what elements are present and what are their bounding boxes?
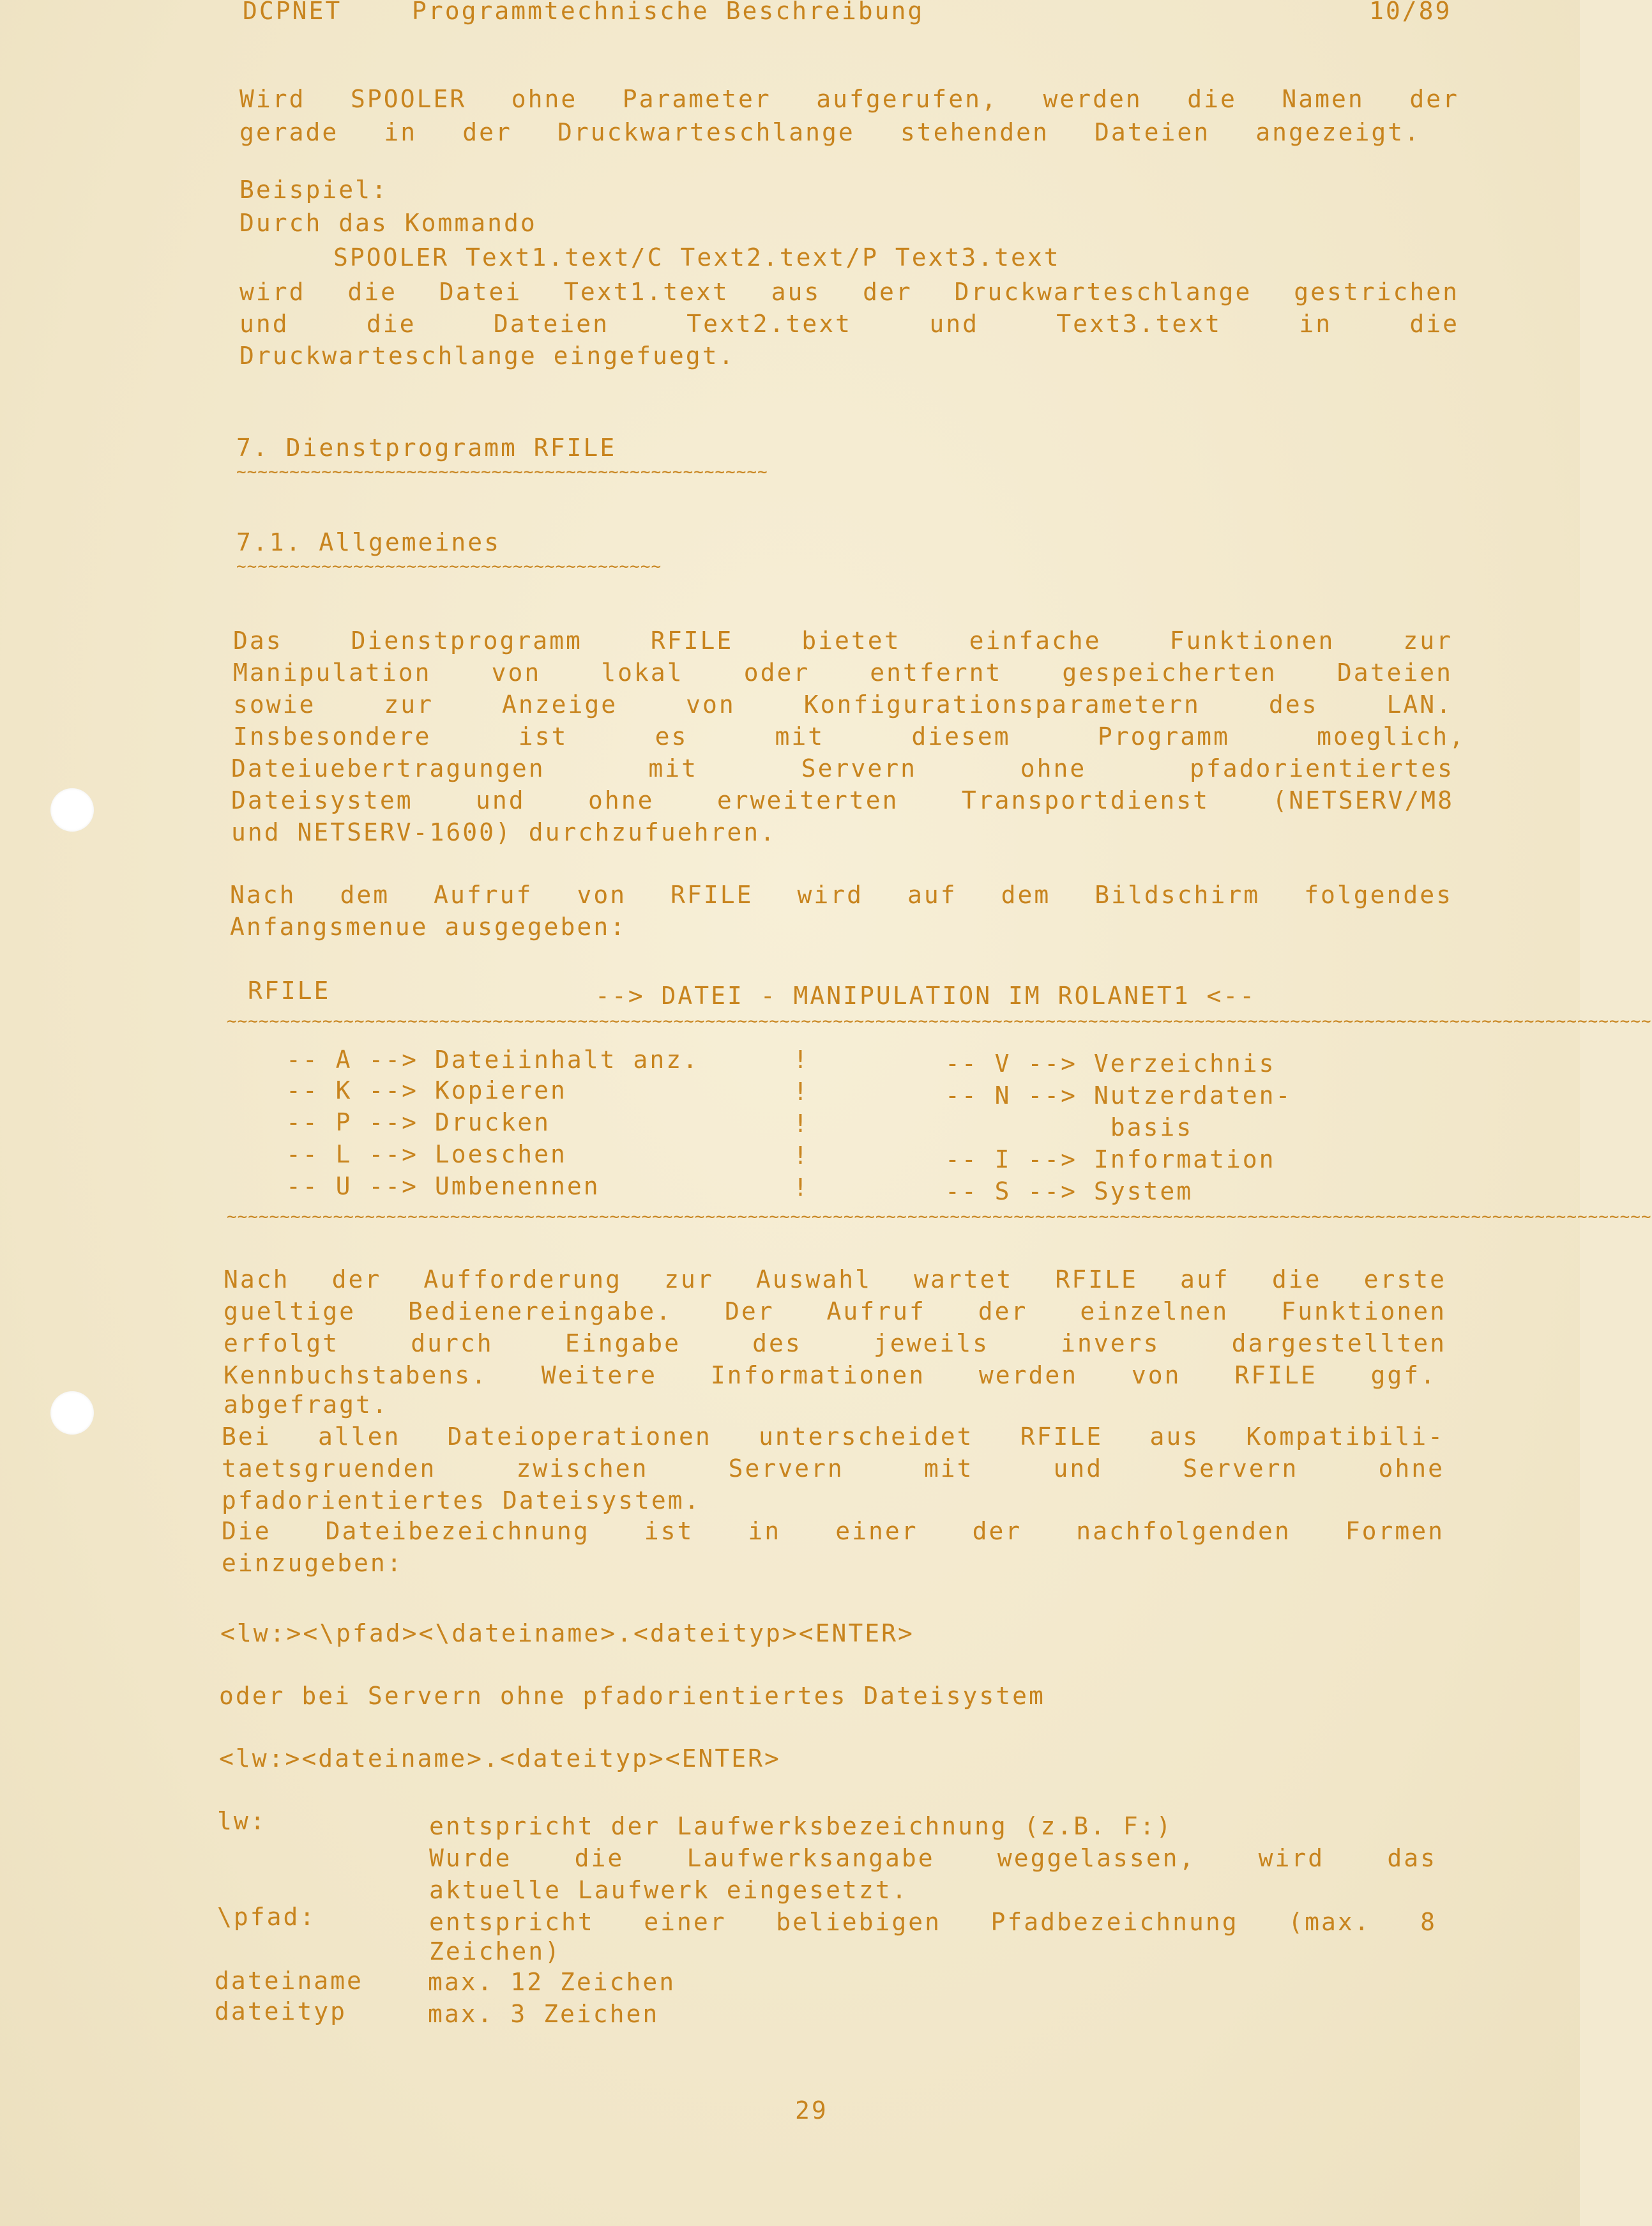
menu-title-left: RFILE: [248, 977, 331, 1005]
para2-line-2: Anfangsmenue ausgegeben:: [230, 913, 627, 941]
para3-line-7: taetsgruenden zwischen Servern mit und Servern ohne: [222, 1454, 1444, 1483]
menu-item-p: -- P --> Drucken: [286, 1108, 551, 1136]
def-term-pfad: \pfad:: [217, 1903, 317, 1931]
example-command: SPOOLER Text1.text/C Text2.text/P Text3.text: [333, 243, 1061, 271]
header-date: 10/89: [1369, 0, 1452, 25]
para3-line-6: Bei allen Dateioperationen unterscheidet RFILE aus Kompatibili-: [222, 1422, 1444, 1451]
header-left: DCPNET: [243, 0, 342, 25]
def-term-dateiname: dateiname: [215, 1967, 363, 1995]
para1-line-5: Dateiuebertragungen mit Servern ohne pfadorientiertes: [231, 754, 1454, 782]
para2-line-1: Nach dem Aufruf von RFILE wird auf dem Bildschirm folgendes: [230, 881, 1453, 909]
menu-rule-bottom: ~~~~~~~~~~~~~~~~~~~~~~~~~~~~~~~~~~~~~~~~~~~~~~~~~~~~~~~~~~~~~~~~~~~~~~~~~~~~~~~~~~~~~~~~~~~~~~~~~~~~~~~~~~~~~~~~~~~~~~~~~~~~~~~~~~~~~~: [227, 1207, 1652, 1226]
menu-item-v: -- V --> Verzeichnis: [945, 1049, 1276, 1078]
def-term-dateityp: dateityp: [215, 1997, 347, 2025]
def-pfad-line-2: Zeichen): [429, 1937, 562, 1965]
menu-item-l: -- L --> Loeschen: [286, 1140, 567, 1168]
menu-item-s: -- S --> System: [945, 1177, 1194, 1205]
para1-line-6: Dateisystem und ohne erweiterten Transportdienst (NETSERV/M8: [231, 786, 1454, 814]
menu-item-k: -- K --> Kopieren: [286, 1076, 567, 1104]
menu-title-right: --> DATEI - MANIPULATION IM ROLANET1 <--: [595, 982, 1257, 1010]
menu-item-i: -- I --> Information: [945, 1145, 1276, 1173]
menu-separator: !: [793, 1173, 810, 1201]
menu-separator: !: [793, 1109, 810, 1138]
punch-hole-bottom: [50, 1391, 94, 1435]
punch-hole-top: [50, 788, 94, 832]
para1-line-1: Das Dienstprogramm RFILE bietet einfache Funktionen zur: [233, 627, 1453, 655]
section-7-1-underline: ~~~~~~~~~~~~~~~~~~~~~~~~~~~~~~~~~~~~~~~~: [236, 557, 662, 576]
format-no-path: <lw:><dateiname>.<dateityp><ENTER>: [219, 1744, 781, 1772]
section-7-underline: ~~~~~~~~~~~~~~~~~~~~~~~~~~~~~~~~~~~~~~~~~~~~~~~~~~: [236, 462, 768, 482]
def-pfad-line-1: entspricht einer beliebigen Pfadbezeichnung (max. 8: [429, 1908, 1437, 1936]
para1-line-3: sowie zur Anzeige von Konfigurationsparametern des LAN.: [233, 690, 1453, 719]
menu-separator: !: [793, 1046, 810, 1074]
intro-line-1: Wird SPOOLER ohne Parameter aufgerufen, werden die Namen der: [239, 85, 1459, 113]
format-path: <lw:><\pfad><\dateiname>.<dateityp><ENTER>: [220, 1619, 914, 1647]
menu-separator: !: [793, 1078, 810, 1106]
menu-separator: !: [793, 1141, 810, 1170]
para1-line-7: und NETSERV-1600) durchzufuehren.: [231, 818, 777, 846]
example-line-3: wird die Datei Text1.text aus der Druckwarteschlange gestrichen: [239, 278, 1459, 306]
header-title: Programmtechnische Beschreibung: [412, 0, 925, 25]
format-or: oder bei Servern ohne pfadorientiertes Dateisystem: [219, 1682, 1045, 1710]
def-dateiname-line-1: max. 12 Zeichen: [428, 1968, 676, 1996]
def-lw-line-3: aktuelle Laufwerk eingesetzt.: [429, 1876, 909, 1904]
def-term-lw: lw:: [217, 1807, 267, 1835]
menu-item-u: -- U --> Umbenennen: [286, 1172, 600, 1200]
para3-line-4: Kennbuchstabens. Weitere Informationen werden von RFILE ggf.: [224, 1361, 1437, 1389]
def-lw-line-1: entspricht der Laufwerksbezeichnung (z.B. F:): [429, 1812, 1173, 1840]
para3-line-3: erfolgt durch Eingabe des jeweils invers dargestellten: [224, 1329, 1446, 1357]
section-7-title: 7. Dienstprogramm RFILE: [236, 434, 617, 462]
example-line-1: Durch das Kommando: [239, 209, 537, 237]
def-dateityp-line-1: max. 3 Zeichen: [428, 2000, 660, 2028]
example-line-5: Druckwarteschlange eingefuegt.: [239, 342, 736, 370]
menu-item-n: -- N --> Nutzerdaten-: [945, 1081, 1292, 1109]
intro-line-2: gerade in der Druckwarteschlange stehenden Dateien angezeigt.: [239, 118, 1421, 146]
menu-item-a: -- A --> Dateiinhalt anz.: [286, 1046, 699, 1074]
para3-line-1: Nach der Aufforderung zur Auswahl wartet RFILE auf die erste: [224, 1265, 1446, 1293]
menu-item-n-cont: basis: [945, 1113, 1194, 1141]
section-7-1-title: 7.1. Allgemeines: [236, 528, 501, 556]
para3-line-8: pfadorientiertes Dateisystem.: [222, 1486, 701, 1514]
para3-line-10: einzugeben:: [222, 1549, 404, 1577]
para3-line-2: gueltige Bedienereingabe. Der Aufruf der einzelnen Funktionen: [224, 1297, 1446, 1325]
example-line-4: und die Dateien Text2.text und Text3.text in die: [239, 310, 1459, 338]
para1-line-4: Insbesondere ist es mit diesem Programm moeglich,: [233, 722, 1466, 751]
para1-line-2: Manipulation von lokal oder entfernt gespeicherten Dateien: [233, 659, 1453, 687]
para3-line-9: Die Dateibezeichnung ist in einer der nachfolgenden Formen: [222, 1517, 1444, 1545]
menu-rule-top: ~~~~~~~~~~~~~~~~~~~~~~~~~~~~~~~~~~~~~~~~~~~~~~~~~~~~~~~~~~~~~~~~~~~~~~~~~~~~~~~~~~~~~~~~~~~~~~~~~~~~~~~~~~~~~~~~~~~~~~~~~~~~~~~~~~~~~~: [227, 1012, 1652, 1031]
para3-line-5: abgefragt.: [224, 1391, 389, 1419]
def-lw-line-2: Wurde die Laufwerksangabe weggelassen, wird das: [429, 1844, 1437, 1872]
page-number: 29: [795, 2096, 828, 2124]
example-label: Beispiel:: [239, 176, 388, 204]
